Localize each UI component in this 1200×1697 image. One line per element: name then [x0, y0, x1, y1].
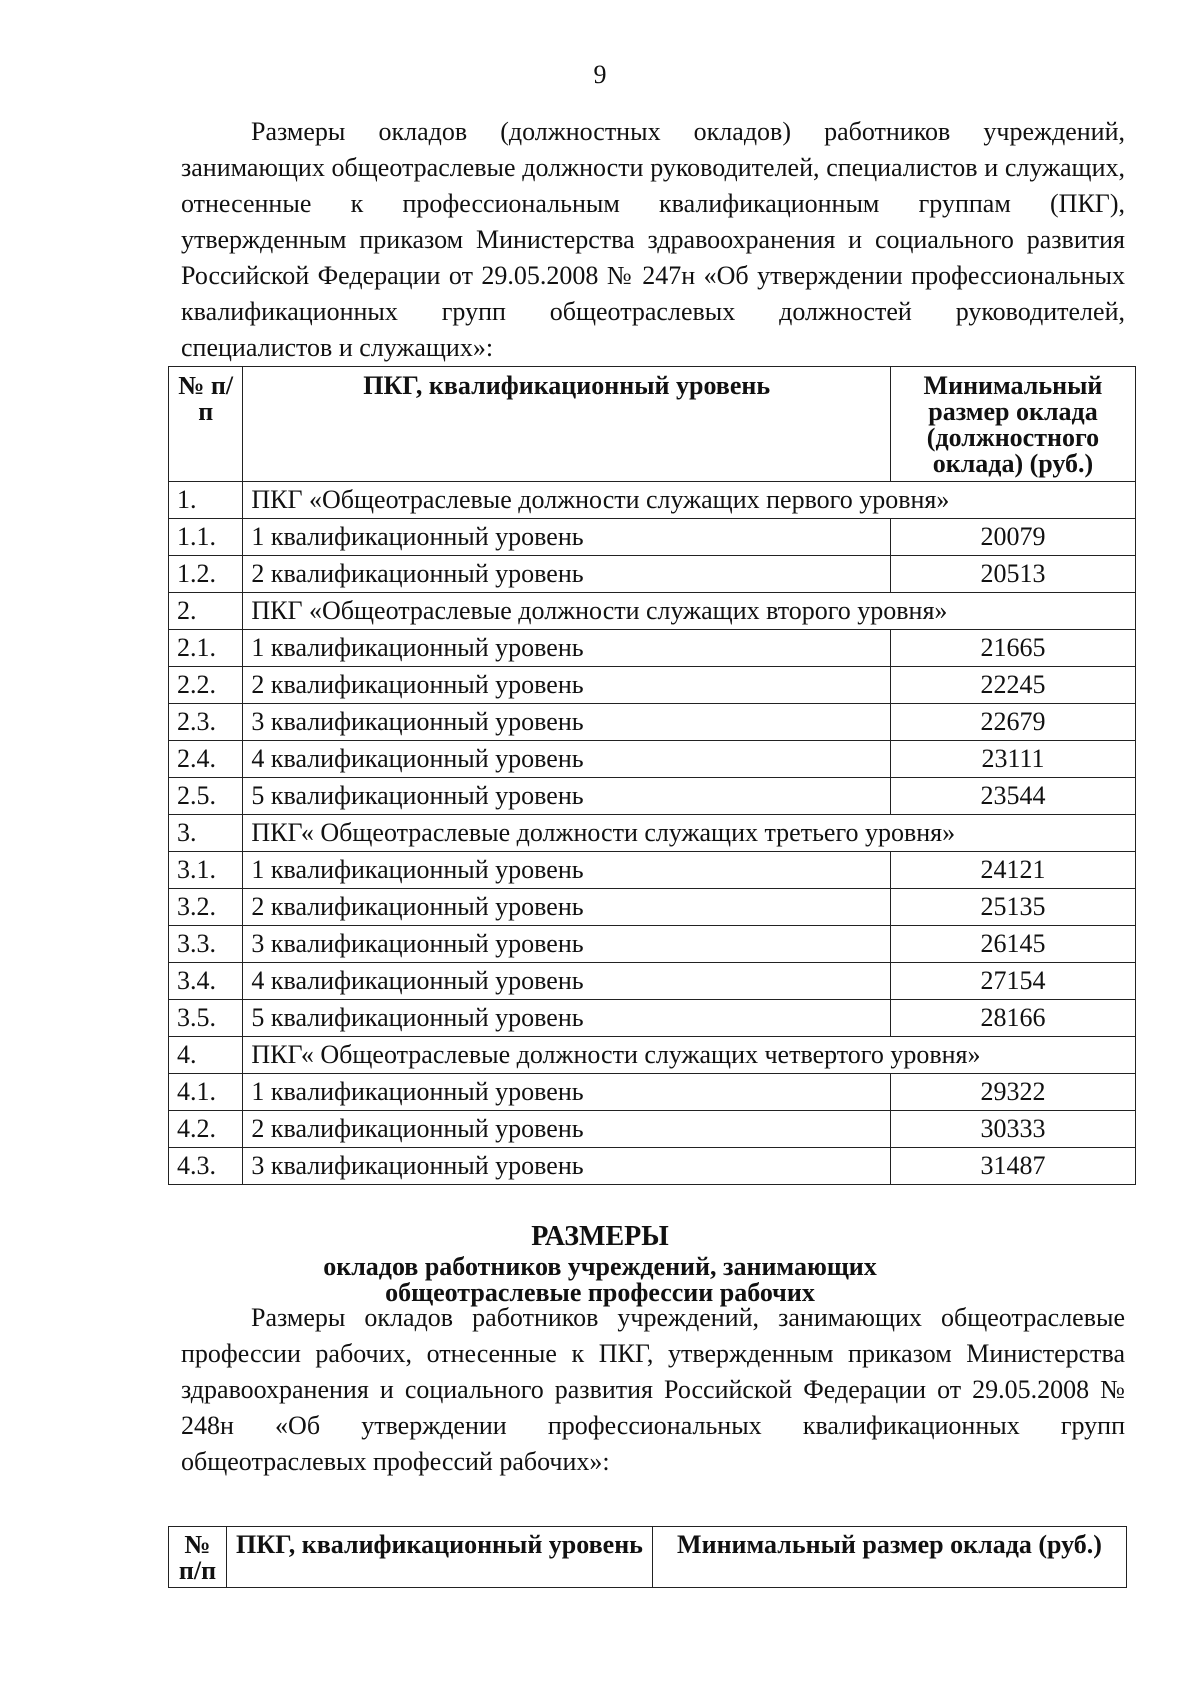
row-number: 4. [169, 1037, 243, 1074]
row-salary-value: 26145 [890, 926, 1135, 963]
table-row [169, 741, 1136, 778]
row-salary-value: 20079 [890, 519, 1135, 556]
table-row [169, 519, 1136, 556]
row-salary-value: 24121 [890, 852, 1135, 889]
table-row [169, 1111, 1136, 1148]
row-group-name: ПКГ« Общеотраслевые должности служащих третьего уровня» [243, 815, 1136, 852]
section-title: РАЗМЕРЫ [531, 1221, 669, 1252]
table-row [169, 1074, 1136, 1111]
table-row [169, 667, 1136, 704]
row-salary-value: 27154 [890, 963, 1135, 1000]
row-level-name: 5 квалификационный уровень [243, 1000, 891, 1037]
row-level-name: 1 квалификационный уровень [243, 852, 891, 889]
row-level-name: 2 квалификационный уровень [243, 1111, 891, 1148]
row-level-name: 2 квалификационный уровень [243, 556, 891, 593]
row-number: 4.3. [169, 1148, 243, 1185]
row-level-name: 3 квалификационный уровень [243, 704, 891, 741]
row-level-name: 2 квалификационный уровень [243, 889, 891, 926]
table-row [169, 778, 1136, 815]
row-number: 3.1. [169, 852, 243, 889]
table-header-row [169, 367, 1136, 482]
header-pkg-level: ПКГ, квалификационный уровень [243, 367, 891, 482]
row-level-name: 4 квалификационный уровень [243, 741, 891, 778]
row-group-name: ПКГ« Общеотраслевые должности служащих четвертого уровня» [243, 1037, 1136, 1074]
row-salary-value: 25135 [890, 889, 1135, 926]
salary-table-body [169, 482, 1136, 1185]
table-row [169, 963, 1136, 1000]
row-number: 1.2. [169, 556, 243, 593]
row-salary-value: 22245 [890, 667, 1135, 704]
row-number: 2.4. [169, 741, 243, 778]
intro-paragraph [181, 114, 1125, 366]
row-number: 3.2. [169, 889, 243, 926]
header-pkg-level: ПКГ, квалификационный уровень [227, 1527, 653, 1588]
row-level-name: 1 квалификационный уровень [243, 630, 891, 667]
row-salary-value: 21665 [890, 630, 1135, 667]
header-number: № п/п [169, 367, 243, 482]
row-salary-value: 30333 [890, 1111, 1135, 1148]
row-number: 3. [169, 815, 243, 852]
table-row [169, 852, 1136, 889]
row-number: 2.3. [169, 704, 243, 741]
table-group-row [169, 1037, 1136, 1074]
workers-paragraph [181, 1300, 1125, 1480]
workers-paragraph-text: Размеры окладов работников учреждений, занимающих общеотраслевые профессии рабочих, отнесенные к ПКГ, утвержденным приказом Министерства здравоохранения и социального развития Российской Федерации от 29.05.2008 № 248н «Об утверждении профессиональных квалификационных групп общеотраслевых профессий рабочих»: [181, 1303, 1125, 1476]
table-row [169, 1148, 1136, 1185]
row-level-name: 3 квалификационный уровень [243, 926, 891, 963]
table-row [169, 556, 1136, 593]
row-number: 1.1. [169, 519, 243, 556]
row-group-name: ПКГ «Общеотраслевые должности служащих второго уровня» [243, 593, 1136, 630]
row-number: 3.3. [169, 926, 243, 963]
row-number: 2.1. [169, 630, 243, 667]
row-salary-value: 29322 [890, 1074, 1135, 1111]
row-salary-value: 31487 [890, 1148, 1135, 1185]
table-header-row [169, 1527, 1127, 1588]
header-min-salary: Минимальный размер оклада (должностного оклада) (руб.) [890, 367, 1135, 482]
row-salary-value: 22679 [890, 704, 1135, 741]
row-salary-value: 20513 [890, 556, 1135, 593]
page-number: 9 [593, 60, 607, 89]
table-row [169, 704, 1136, 741]
salary-table-workers [168, 1526, 1127, 1588]
row-number: 3.5. [169, 1000, 243, 1037]
row-number: 2.5. [169, 778, 243, 815]
row-salary-value: 23111 [890, 741, 1135, 778]
salary-table-positions [168, 366, 1136, 1185]
row-level-name: 1 квалификационный уровень [243, 1074, 891, 1111]
row-level-name: 2 квалификационный уровень [243, 667, 891, 704]
row-level-name: 1 квалификационный уровень [243, 519, 891, 556]
row-salary-value: 23544 [890, 778, 1135, 815]
table-row [169, 889, 1136, 926]
table-row [169, 630, 1136, 667]
row-level-name: 3 квалификационный уровень [243, 1148, 891, 1185]
row-number: 2.2. [169, 667, 243, 704]
table-group-row [169, 593, 1136, 630]
intro-paragraph-text: Размеры окладов (должностных окладов) работников учреждений, занимающих общеотраслевые должности руководителей, специалистов и служащих, отнесенные к профессиональным квалификационным группам (ПКГ), утвержденным приказом Министерства здравоохранения и социального развития Российской Федерации от 29.05.2008 № 247н «Об утверждении профессиональных квалификационных групп общеотраслевых должностей руководителей, специалистов и служащих»: [181, 117, 1125, 362]
table-row [169, 926, 1136, 963]
row-number: 4.2. [169, 1111, 243, 1148]
section-subtitle-line2: общеотраслевые профессии рабочих [385, 1278, 815, 1307]
row-number: 1. [169, 482, 243, 519]
header-number: № п/п [169, 1527, 227, 1588]
table-row [169, 1000, 1136, 1037]
row-level-name: 4 квалификационный уровень [243, 963, 891, 1000]
row-group-name: ПКГ «Общеотраслевые должности служащих первого уровня» [243, 482, 1136, 519]
row-number: 3.4. [169, 963, 243, 1000]
row-salary-value: 28166 [890, 1000, 1135, 1037]
row-number: 2. [169, 593, 243, 630]
section-subtitle-line1: окладов работников учреждений, занимающих [323, 1252, 877, 1281]
table-group-row [169, 482, 1136, 519]
header-min-salary: Минимальный размер оклада (руб.) [653, 1527, 1127, 1588]
table-group-row [169, 815, 1136, 852]
row-level-name: 5 квалификационный уровень [243, 778, 891, 815]
row-number: 4.1. [169, 1074, 243, 1111]
